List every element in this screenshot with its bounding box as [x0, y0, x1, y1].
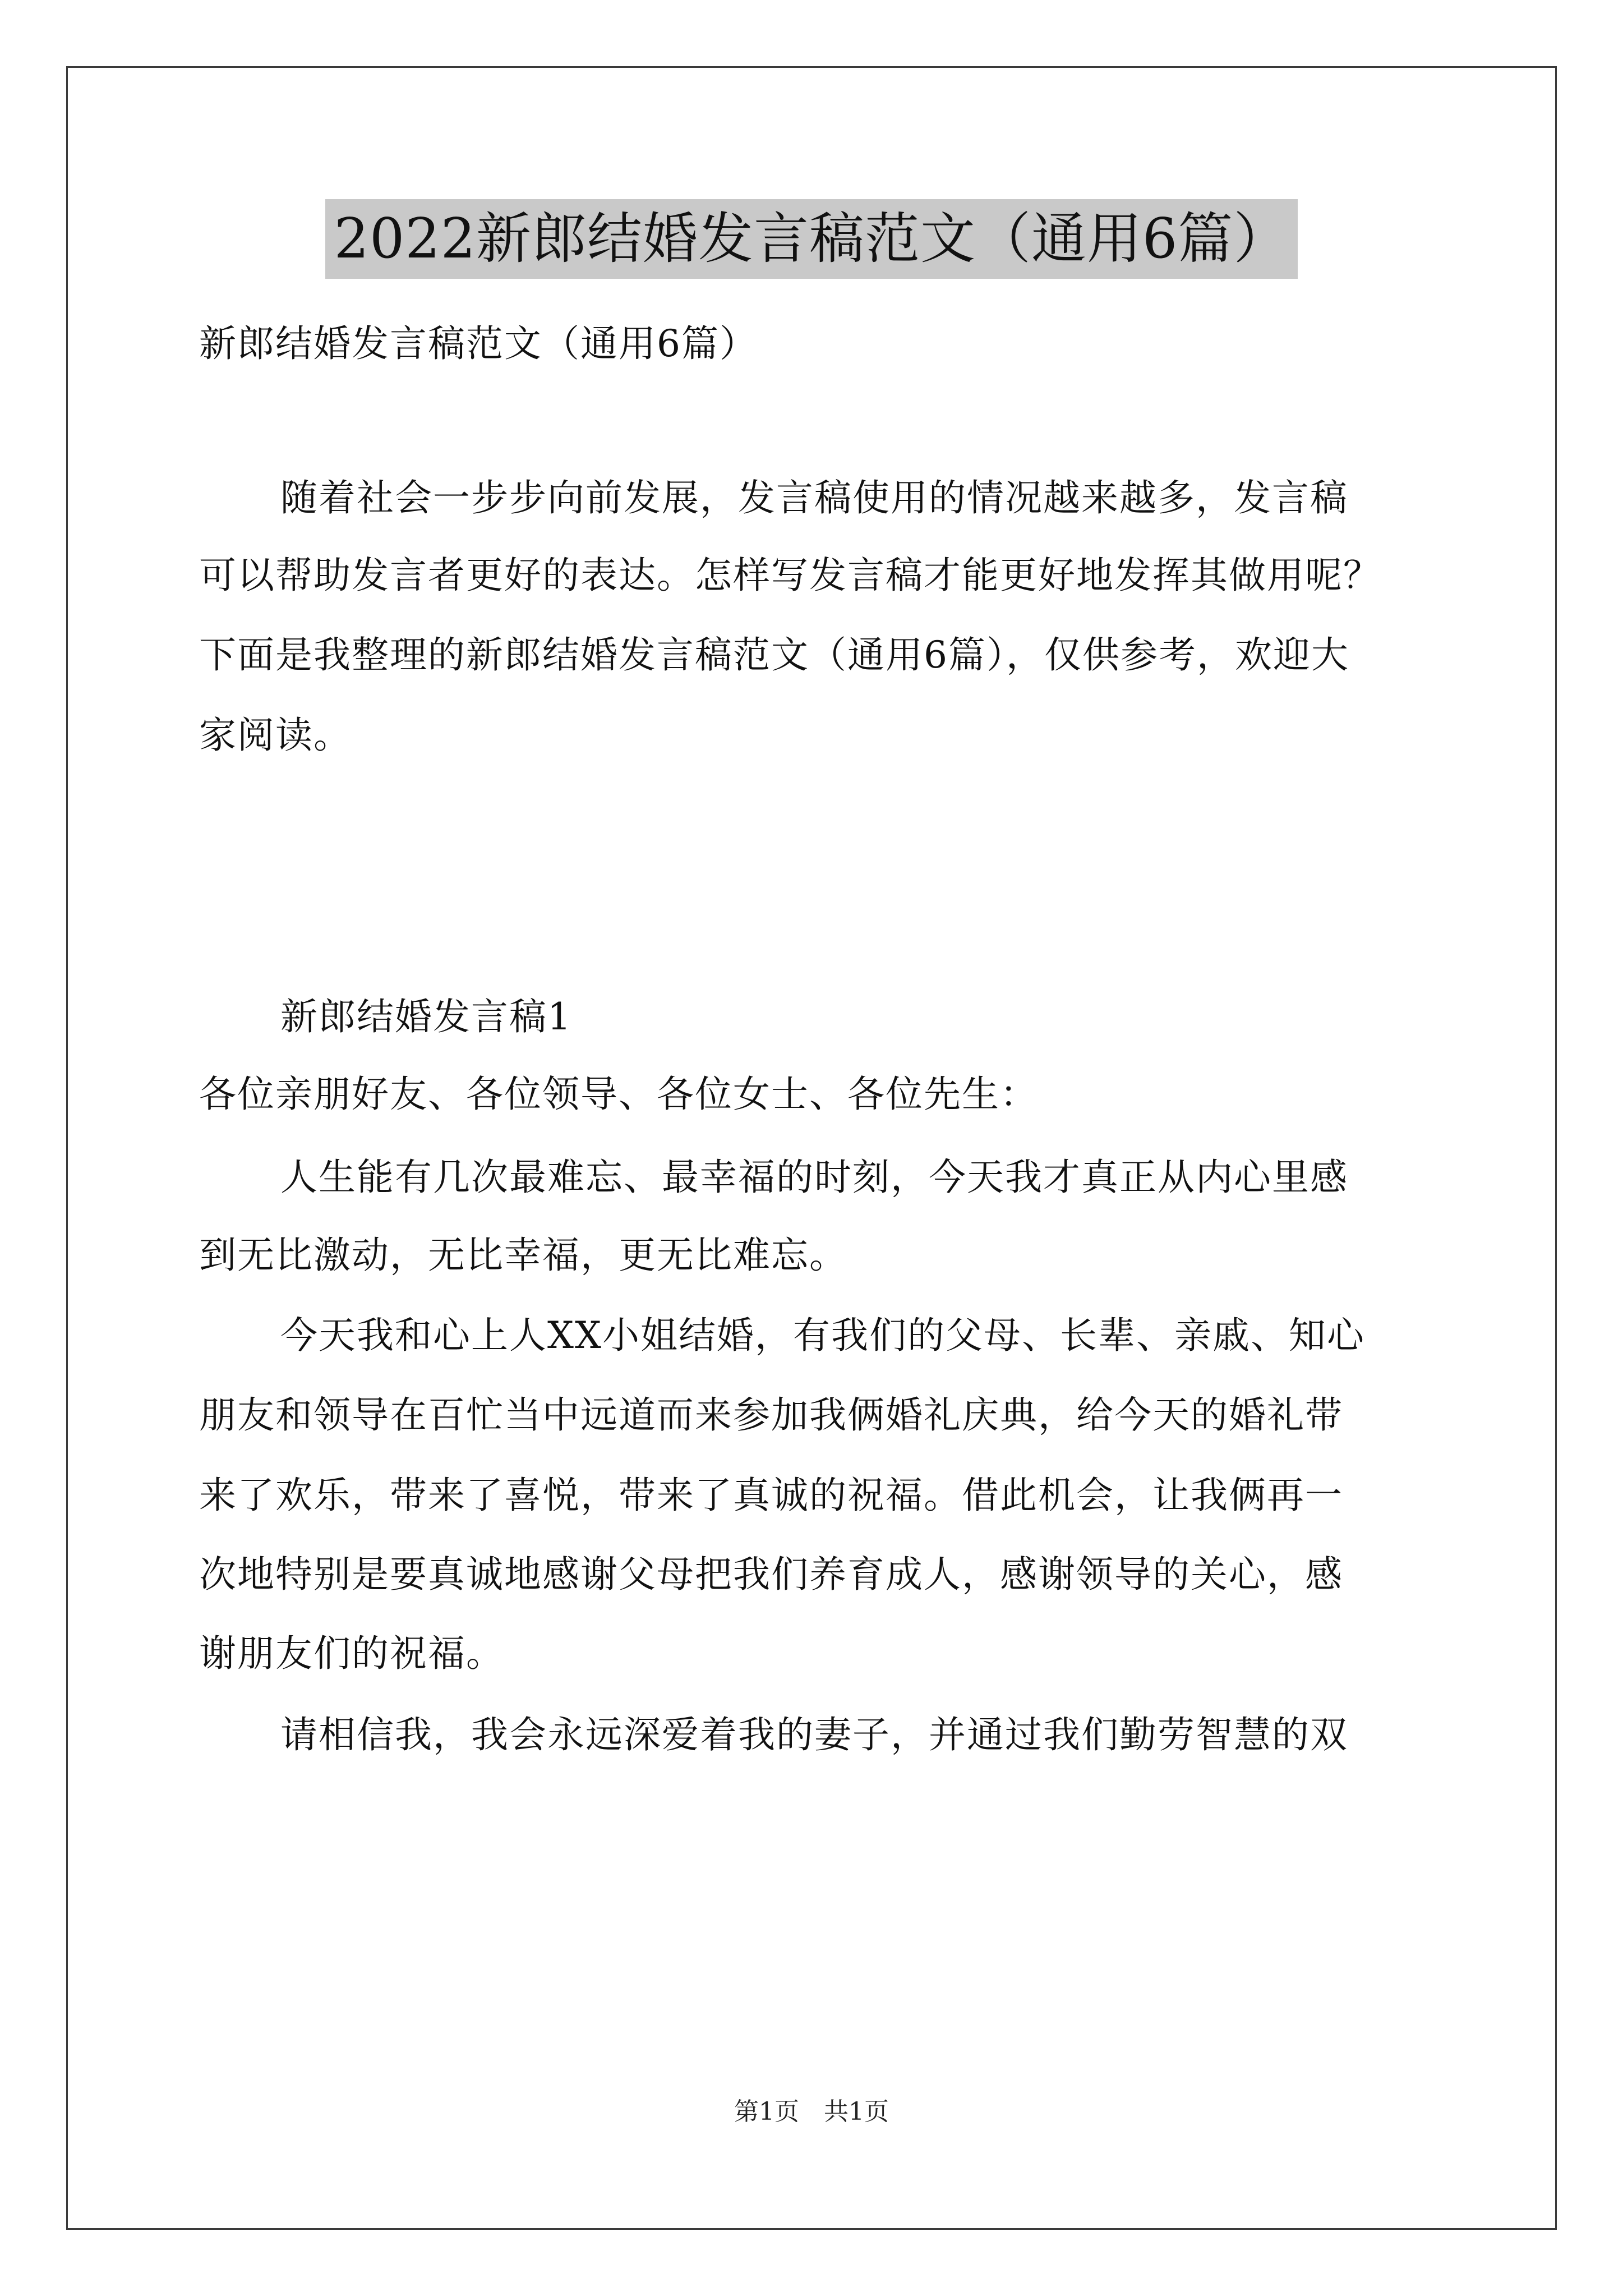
paragraph-line: 人生能有几次最难忘、最幸福的时刻，今天我才真正从内心里感 [280, 1156, 1348, 1199]
page-footer: 第1页 共1页 [734, 2097, 889, 2126]
paragraph-line: 今天我和心上人XX小姐结婚，有我们的父母、长辈、亲戚、知心 [280, 1314, 1365, 1357]
salutation-line: 各位亲朋好友、各位领导、各位女士、各位先生： [199, 1073, 1038, 1116]
paragraph-line: 下面是我整理的新郎结婚发言稿范文（通用6篇），仅供参考，欢迎大 [199, 633, 1349, 677]
page-border [66, 66, 1557, 2230]
title-container [0, 199, 1623, 279]
paragraph-line: 朋友和领导在百忙当中远道而来参加我俩婚礼庆典，给今天的婚礼带 [199, 1393, 1343, 1437]
paragraph-line: 随着社会一步步向前发展，发言稿使用的情况越来越多，发言稿 [280, 476, 1348, 519]
paragraph-line: 家阅读。 [199, 714, 352, 757]
section-heading: 新郎结婚发言稿1 [280, 995, 572, 1038]
paragraph-line: 谢朋友们的祝福。 [199, 1632, 504, 1675]
paragraph-line: 到无比激动，无比幸福，更无比难忘。 [199, 1234, 847, 1277]
subtitle-line: 新郎结婚发言稿范文（通用6篇） [199, 322, 758, 365]
paragraph-line: 请相信我，我会永远深爱着我的妻子，并通过我们勤劳智慧的双 [280, 1713, 1348, 1756]
paragraph-line: 次地特别是要真诚地感谢父母把我们养育成人，感谢领导的关心，感 [199, 1553, 1343, 1596]
paragraph-line: 可以帮助发言者更好的表达。怎样写发言稿才能更好地发挥其做用呢？ [199, 554, 1381, 597]
paragraph-line: 来了欢乐，带来了喜悦，带来了真诚的祝福。借此机会，让我俩再一 [199, 1474, 1343, 1517]
document-title: 2022新郎结婚发言稿范文（通用6篇） [325, 199, 1298, 279]
